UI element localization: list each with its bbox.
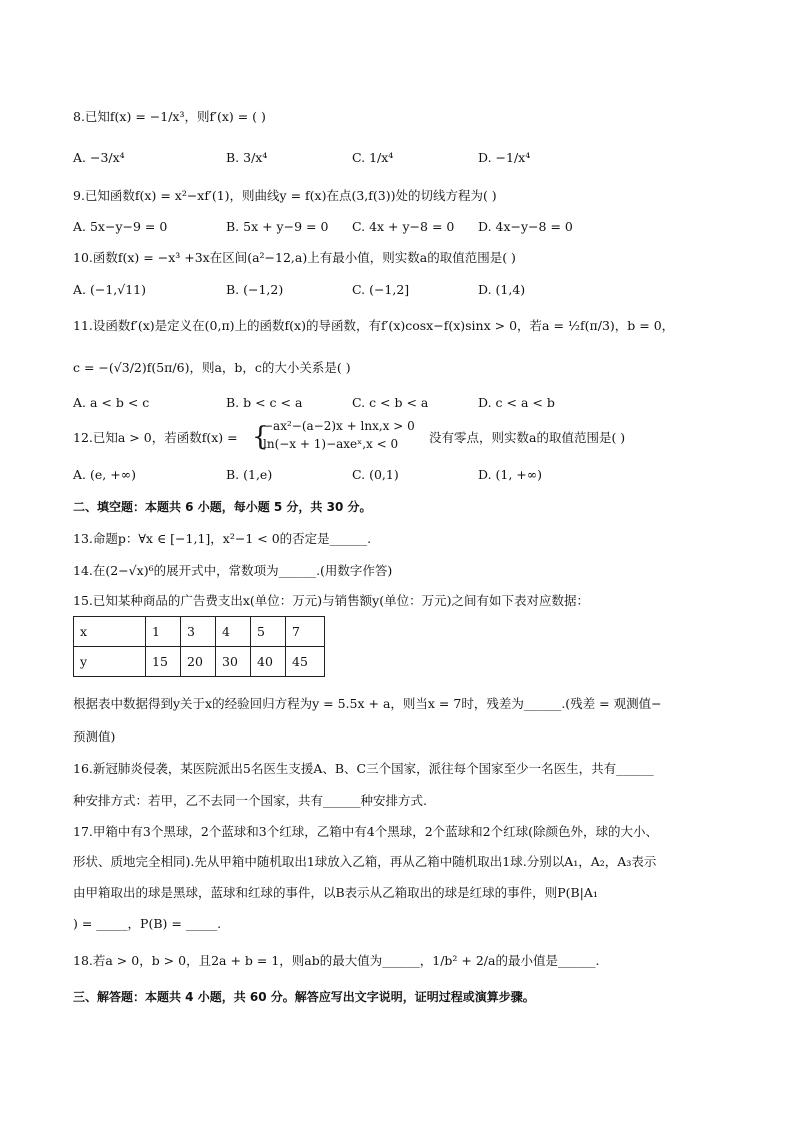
q17-line1: 17.甲箱中有3个黑球，2个蓝球和3个红球，乙箱中有4个黑球，2个蓝球和2个红球(除颜色外，球的大小、 [73,824,658,839]
q15-data-table [73,616,325,677]
table-cell: 3 [181,617,216,647]
q10-stem: 10.函数f(x) = −x³ +3x在区间(a²−12,a)上有最小值，则实数a的取值范围是( ) [73,250,516,265]
table-cell: 7 [286,617,325,647]
q18-stem: 18.若a > 0，b > 0，且2a + b = 1，则ab的最大值为______，1/b² + 2/a的最小值是______. [73,953,600,968]
q9-option-d: D. 4x−y−8 = 0 [478,219,573,234]
section-2-heading: 二、填空题：本题共 6 小题，每小题 5 分，共 30 分。 [73,500,372,514]
q11-option-b: B. b < c < a [226,395,303,410]
table-cell: 4 [216,617,251,647]
q10-option-a: A. (−1,√11) [73,282,146,297]
q8-option-c: C. 1/x⁴ [352,150,394,165]
q9-option-a: A. 5x−y−9 = 0 [73,219,168,234]
q10-option-c: C. (−1,2] [352,282,410,297]
table-cell: 40 [251,647,286,677]
q11-stem-line1: 11.设函数f′(x)是定义在(0,π)上的函数f(x)的导函数，有f′(x)cosx−f(x)sinx > 0，若a = ½f(π/3)，b = 0， [73,318,675,333]
q17-line4: ) = _____，P(B) = _____. [73,916,222,931]
table-cell: 1 [146,617,181,647]
q12-option-d: D. (1, +∞) [478,467,543,482]
q14-stem: 14.在(2−√x)⁶的展开式中，常数项为______.(用数字作答) [73,563,393,578]
q15-stem: 15.已知某种商品的广告费支出x(单位：万元)与销售额y(单位：万元)之间有如下表对应数据： [73,593,589,608]
table-cell: x [74,617,146,647]
q10-option-d: D. (1,4) [478,282,526,297]
q17-line2: 形状、质地完全相同).先从甲箱中随机取出1球放入乙箱，再从乙箱中随机取出1球.分别以A₁，A₂，A₃表示 [73,854,657,869]
table-cell: 45 [286,647,325,677]
q11-stem-line2: c = −(√3/2)f(5π/6)，则a，b，c的大小关系是( ) [73,360,351,375]
q12-piecewise-brace: { [252,422,269,452]
table-cell: 30 [216,647,251,677]
q12-option-a: A. (e, +∞) [73,467,136,482]
q12-piece-2: ln(−x + 1)−axeˣ,x < 0 [263,437,399,451]
q9-option-b: B. 5x + y−9 = 0 [226,219,329,234]
q10-option-b: B. (−1,2) [226,282,284,297]
q8-option-b: B. 3/x⁴ [226,150,268,165]
table-cell: y [74,647,146,677]
q12-piece-1: −ax²−(a−2)x + lnx,x > 0 [263,419,415,433]
table-row [74,617,325,647]
q16-line2: 种安排方式：若甲，乙不去同一个国家，共有______种安排方式. [73,793,427,808]
q8-option-d: D. −1/x⁴ [478,150,531,165]
q8-option-a: A. −3/x⁴ [73,150,125,165]
table-cell: 20 [181,647,216,677]
q15-after-line2: 预测值) [73,729,116,744]
q12-stem-prefix: 12.已知a > 0，若函数f(x) = [73,430,238,445]
q8-stem: 8.已知f(x) = −1/x³，则f′(x) = ( ) [73,109,266,124]
q12-option-c: C. (0,1) [352,467,399,482]
section-3-heading: 三、解答题：本题共 4 小题，共 60 分。解答应写出文字说明，证明过程或演算步骤。 [73,990,535,1004]
q9-stem: 9.已知函数f(x) = x²−xf′(1)，则曲线y = f(x)在点(3,f(3))处的切线方程为( ) [73,188,497,203]
q11-option-d: D. c < a < b [478,395,555,410]
q11-option-a: A. a < b < c [73,395,150,410]
q12-option-b: B. (1,e) [226,467,273,482]
q15-after-line1: 根据表中数据得到y关于x的经验回归方程为y = 5.5x + a，则当x = 7时，残差为______.(残差 = 观测值− [73,696,662,711]
table-row [74,647,325,677]
q11-option-c: C. c < b < a [352,395,429,410]
q9-option-c: C. 4x + y−8 = 0 [352,219,455,234]
q16-line1: 16.新冠肺炎侵袭，某医院派出5名医生支援A、B、C三个国家，派往每个国家至少一名医生，共有______ [73,761,654,776]
q13-stem: 13.命题p：∀x ∈ [−1,1]，x²−1 < 0的否定是______. [73,531,372,546]
q17-line3: 由甲箱取出的球是黑球，蓝球和红球的事件，以B表示从乙箱取出的球是红球的事件，则P(B|A₁ [73,885,598,900]
q12-stem-suffix: 没有零点，则实数a的取值范围是( ) [429,430,626,445]
table-cell: 5 [251,617,286,647]
table-cell: 15 [146,647,181,677]
